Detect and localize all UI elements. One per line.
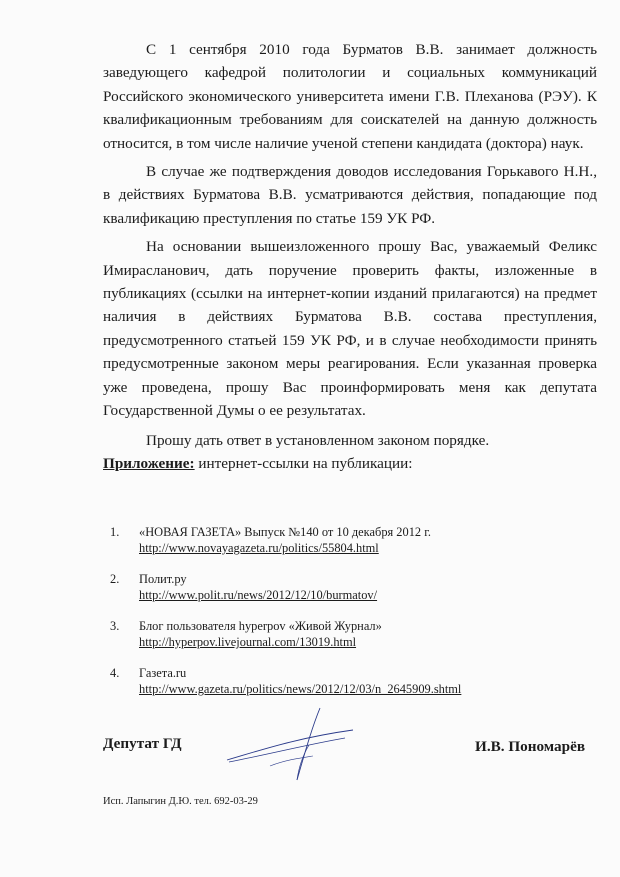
annex-text: интернет-ссылки на публикации: (194, 454, 413, 472)
list-item-title: «НОВАЯ ГАЗЕТА» Выпуск №140 от 10 декабря 2012 г. (139, 525, 431, 539)
list-item (110, 571, 530, 603)
publication-link[interactable]: http://www.polit.ru/news/2012/12/10/burmatov/ (139, 588, 378, 602)
publication-link[interactable]: http://hyperpov.livejournal.com/13019.html (139, 635, 357, 649)
paragraph-3: На основании вышеизложенного прошу Вас, уважаемый Феликс Имирасланович, дать поручение проверить факты, изложенные в публикациях (ссылки на интернет-копии изданий прилагаются) на предмет наличия в действиях Бурматова В.В. состава преступления, предусмотренного статьей 159 УК РФ, и в случае необходимости принять предусмотренные законом меры реагирования. Если указанная проверка уже проведена, прошу Вас проинформировать меня как депутата Государственной Думы о ее результатах. (103, 238, 597, 420)
paragraph-2: В случае же подтверждения доводов исследования Горькавого Н.Н., в действиях Бурматова В.В. усматриваются действия, попадающие под квалификацию преступления по статье 159 УК РФ. (103, 163, 597, 227)
list-item-title: Блог пользователя hyperpov «Живой Журнал» (139, 619, 382, 633)
handwritten-signature (215, 700, 355, 790)
list-item (110, 524, 530, 556)
list-item-number: 1. (110, 525, 120, 539)
list-item (110, 665, 530, 697)
annex-line (103, 452, 597, 475)
paragraph-4: Прошу дать ответ в установленном законом порядке. (146, 431, 490, 449)
executor-line: Исп. Лапыгин Д.Ю. тел. 692-03-29 (103, 796, 258, 807)
list-item (110, 618, 530, 650)
publication-link[interactable]: http://www.novayagazeta.ru/politics/55804.html (139, 541, 379, 555)
list-item-number: 2. (110, 572, 120, 586)
annex-label: Приложение: (103, 454, 195, 472)
signer-position: Депутат ГД (103, 735, 182, 752)
list-item-title: Полит.ру (139, 572, 187, 586)
paragraph-1: С 1 сентября 2010 года Бурматов В.В. занимает должность заведующего кафедрой политологии и социальных коммуникаций Российского экономического университета имени Г.В. Плеханова (РЭУ). К квалификационным требованиям для соискателей на данную должность относится, в том числе наличие ученой степени кандидата (доктора) наук. (103, 41, 597, 152)
publication-link[interactable]: http://www.gazeta.ru/politics/news/2012/12/03/n_2645909.shtml (139, 682, 462, 696)
letter-body (103, 38, 597, 475)
annex-link-list (110, 524, 530, 712)
signer-name: И.В. Пономарёв (475, 738, 586, 755)
list-item-number: 4. (110, 666, 120, 680)
list-item-title: Газета.ru (139, 666, 187, 680)
list-item-number: 3. (110, 619, 120, 633)
